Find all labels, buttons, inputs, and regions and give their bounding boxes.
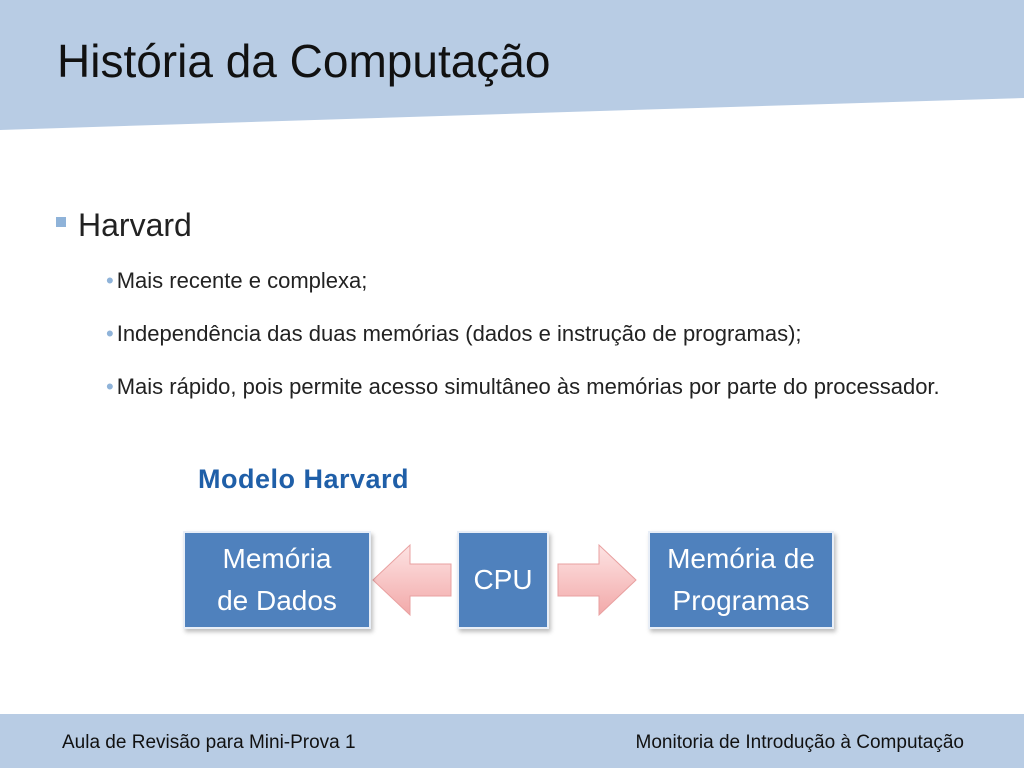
square-bullet-icon <box>56 217 66 227</box>
data-memory-label: Memória de Dados <box>217 543 337 616</box>
sub-bullet-list <box>106 258 986 417</box>
sub-bullet-text: Independência das duas memórias (dados e instrução de programas); <box>116 321 802 346</box>
dot-bullet-icon: • <box>106 268 114 293</box>
sub-bullet-text: Mais rápido, pois permite acesso simultâneo às memórias por parte do processador. <box>116 374 940 399</box>
footer-bar <box>0 714 1024 768</box>
slide-title: História da Computação <box>57 35 551 87</box>
program-memory-label: Memória de Programas <box>667 543 815 616</box>
program-memory-box <box>648 531 834 629</box>
footer-right-text: Monitoria de Introdução à Computação <box>635 732 964 753</box>
bullet-label: Harvard <box>78 207 192 243</box>
bullet-harvard <box>56 205 192 245</box>
sub-bullet-item <box>106 364 986 410</box>
sub-bullet-item <box>106 258 986 304</box>
cpu-box <box>457 531 549 629</box>
right-arrow-icon <box>558 545 636 615</box>
sub-bullet-text: Mais recente e complexa; <box>116 268 368 293</box>
diagram-title: Modelo Harvard <box>198 464 410 494</box>
dot-bullet-icon: • <box>106 321 114 346</box>
sub-bullet-item <box>106 311 986 357</box>
cpu-label: CPU <box>473 564 533 595</box>
left-arrow-icon <box>373 545 451 615</box>
footer-left-text: Aula de Revisão para Mini-Prova 1 <box>62 732 356 753</box>
data-memory-box <box>183 531 371 629</box>
dot-bullet-icon: • <box>106 374 114 399</box>
